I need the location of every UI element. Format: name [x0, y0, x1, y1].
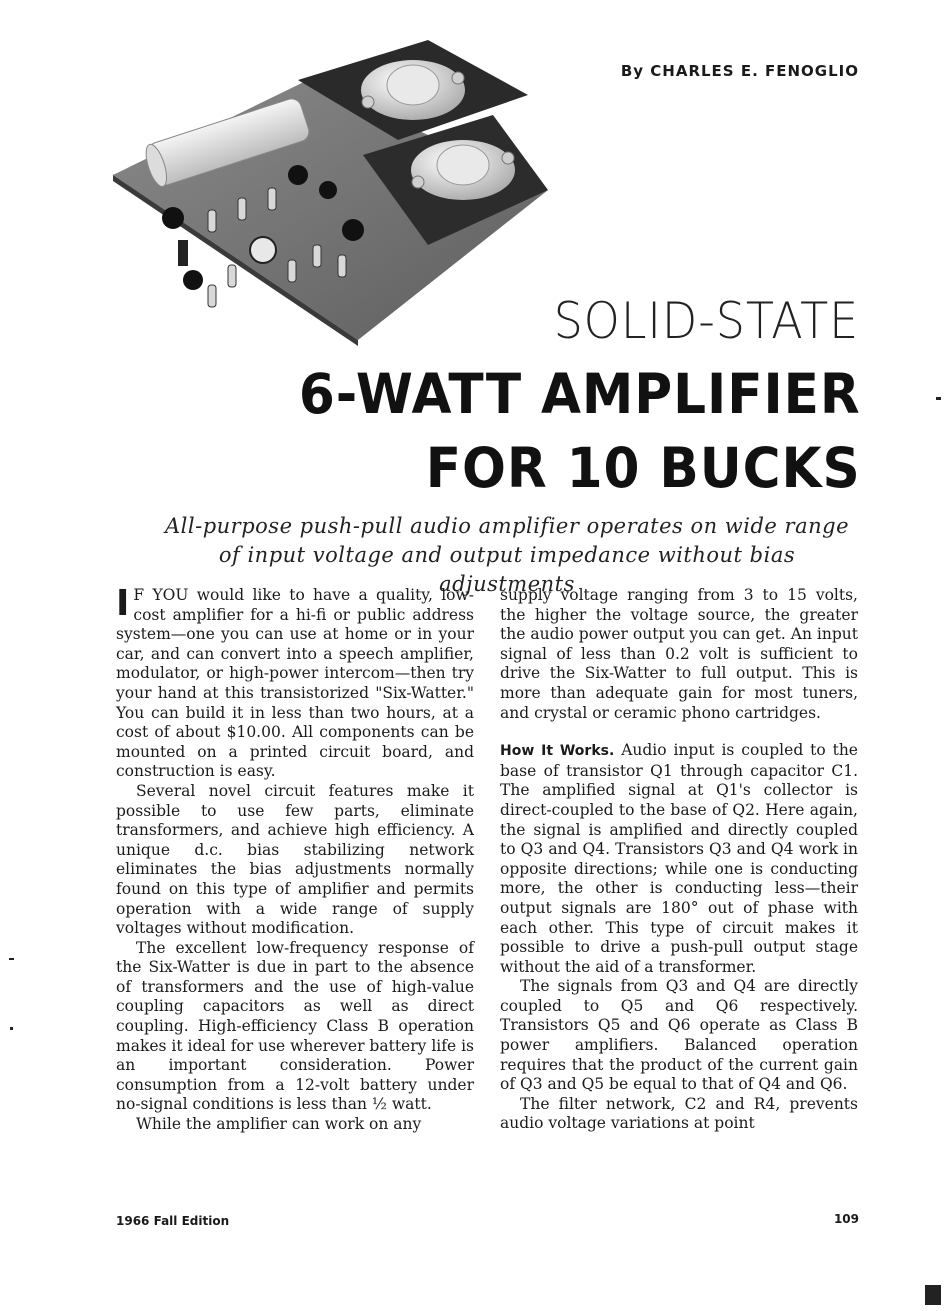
title-line-3: FOR 10 BUCKS — [426, 436, 861, 500]
subtitle: All-purpose push-pull audio amplifier operates on wide range of input voltage and output impedance without bias adjustments — [165, 514, 849, 596]
page-number: 109 — [833, 1212, 859, 1226]
paragraph-5: supply voltage ranging from 3 to 15 volts, the higher the voltage source, the greater the audio power output you can get. An input signal of less than 0.2 volt is sufficient to drive the Six-Watter to full output. This is more than adequate gain for most tuners, and crystal or ceramic phono cartridges. — [500, 586, 858, 722]
title-line-1: SOLID-STATE — [553, 292, 859, 350]
scan-mark — [10, 1027, 13, 1030]
amplifier-board-photo — [108, 40, 548, 360]
paragraph-3: The excellent low-frequency response of the Six-Watter is due in part to the absence of transformers and the use of high-value coupling capacitors as well as direct coupling. High-efficiency Class B operation makes it ideal for use wherever battery life is an important consideration. Power consumption from a 12-volt battery under no-signal conditions is less than ½ watt. — [116, 938, 474, 1114]
paragraph-1: I F YOU would like to have a quality, low-cost amplifier for a hi-fi or public address system—one you can use at home or in your car, and can convert into a speech amplifier, modulator, or high-power intercom—then try your hand at this transistorized "Six-Watter." You can build it in less than two hours, at a cost of about $10.00. All components can be mounted on a printed circuit board, and construction is easy. — [116, 583, 474, 781]
scan-mark — [936, 397, 941, 400]
scan-mark — [9, 958, 14, 960]
section-heading: How It Works. — [500, 743, 615, 760]
scan-mark — [925, 1285, 941, 1305]
title-line-2: 6-WATT AMPLIFIER — [299, 362, 861, 426]
drop-cap: I — [116, 583, 130, 624]
paragraph-4: While the amplifier can work on any — [136, 1115, 422, 1134]
paragraph-how-it-works: How It Works. Audio input is coupled to the base of transistor Q1 through capacitor C1. The amplified signal at Q1's collector is direct-coupled to the base of Q2. Here again, the signal is amplified and directly coupled to Q3 and Q4. Transistors Q3 and Q4 work in opposite directions; while one is conducting more, the other is conducting less—their output signals are 180° out of phase with each other. This type of circuit makes it possible to drive a push-pull output stage without the aid of a transformer. — [500, 741, 858, 976]
left-column — [116, 583, 474, 1135]
paragraph-2: Several novel circuit features make it possible to use few parts, eliminate transformers, and achieve high efficiency. A unique d.c. bias stabilizing network eliminates the bias adjustments normally found on this type of amplifier and permits operation with a wide range of supply voltages without modification. — [116, 781, 474, 938]
right-column — [500, 586, 858, 1134]
byline: By CHARLES E. FENOGLIO — [620, 62, 859, 80]
footer-edition: 1966 Fall Edition — [116, 1214, 230, 1228]
paragraph-7: The filter network, C2 and R4, prevents audio voltage variations at point — [500, 1094, 858, 1133]
paragraph-6: The signals from Q3 and Q4 are directly coupled to Q5 and Q6 respectively. Transistors Q5 and Q6 operate as Class B power amplifiers. Balanced operation requires that the product of the current gain of Q3 and Q5 be equal to that of Q4 and Q6. — [500, 977, 858, 1094]
